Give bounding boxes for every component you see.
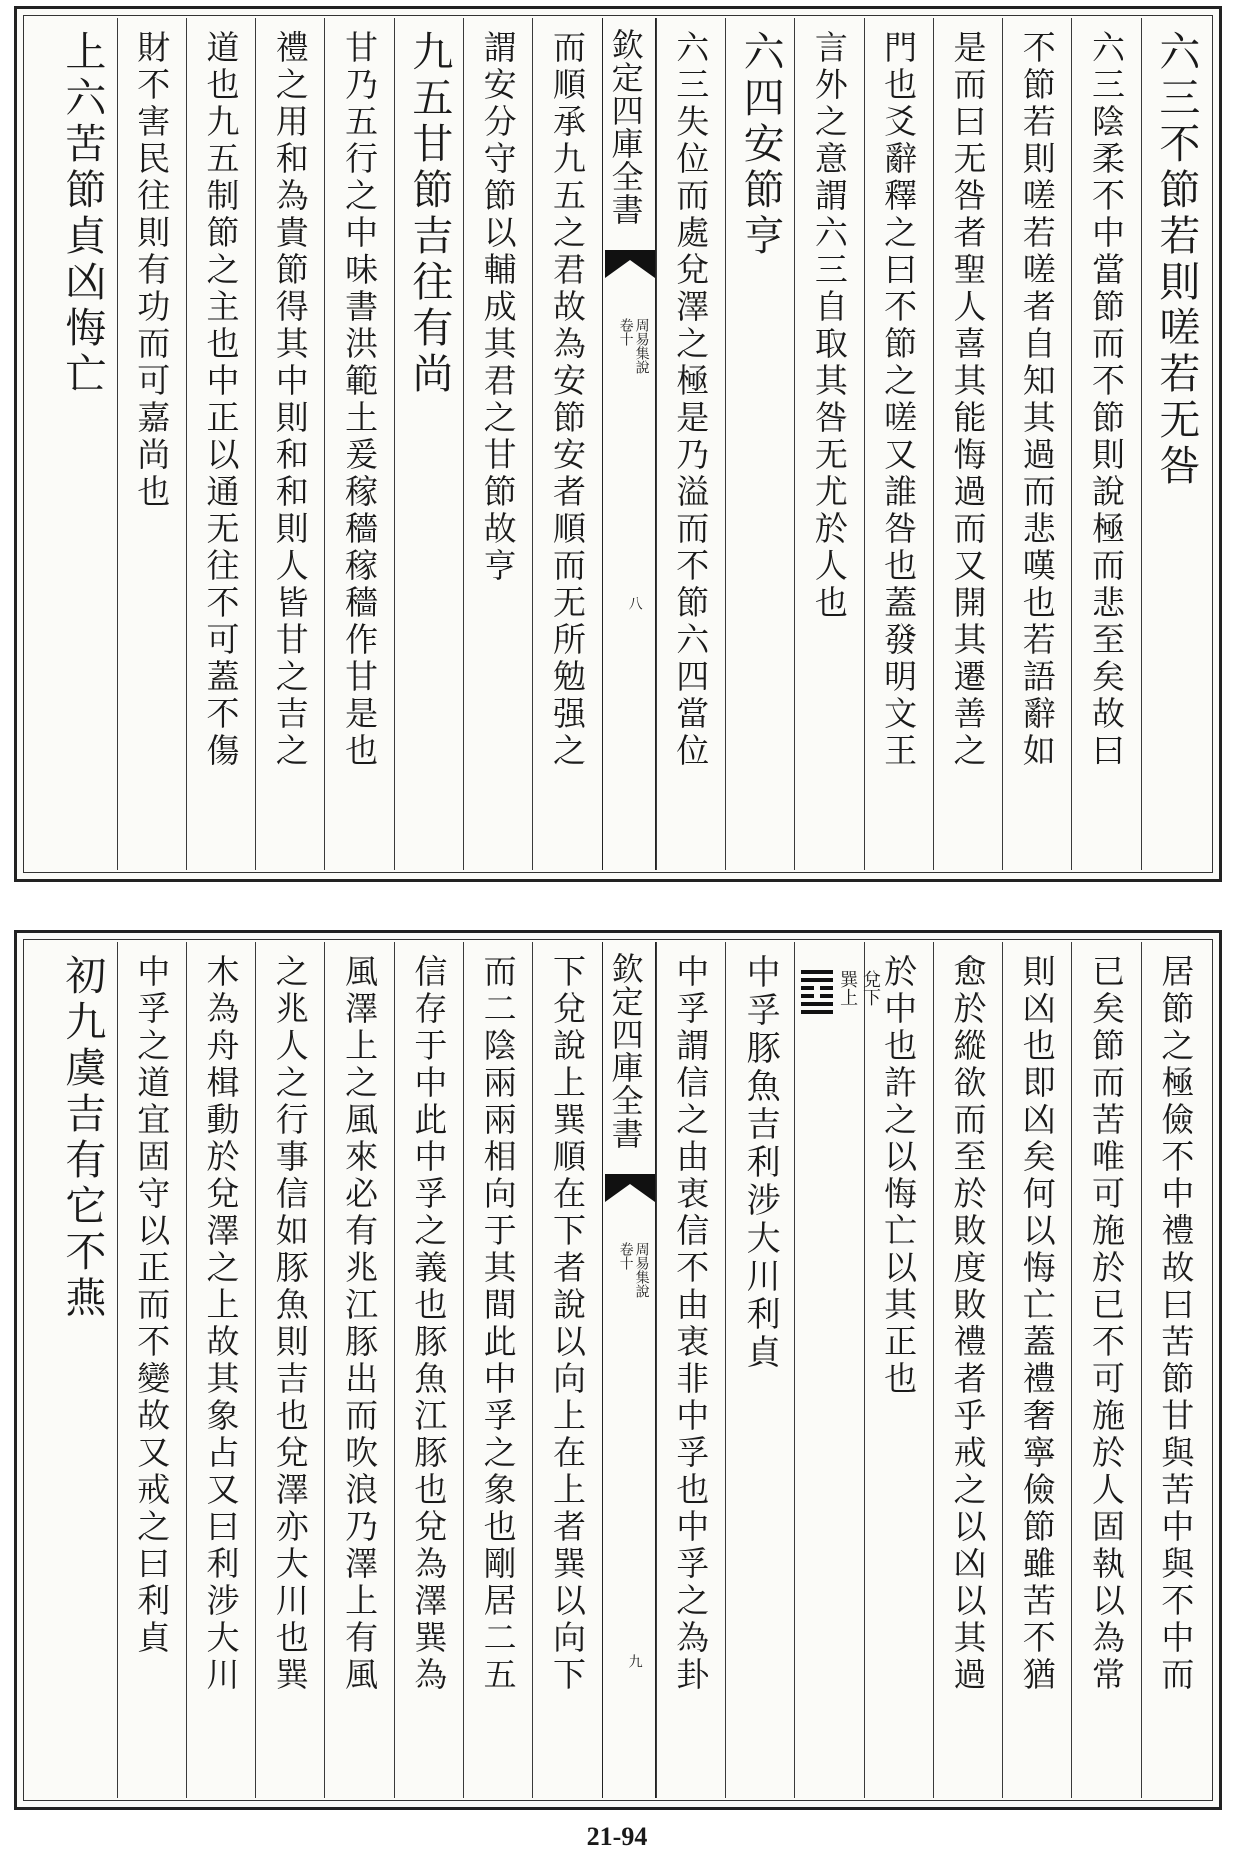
text-column <box>1002 18 1071 870</box>
column-text: 初九虞吉有它不燕 <box>58 954 107 1322</box>
fishtail-mark-icon <box>605 250 655 278</box>
spine-book-title <box>609 318 649 374</box>
text-column <box>864 942 933 1798</box>
spine-book-name: 周易集說 <box>633 1242 650 1298</box>
column-text: 道也九五制節之主也中正以通无往不可蓋不傷 <box>201 30 241 770</box>
column-text: 上六苦節貞凶悔亡 <box>58 30 107 398</box>
text-column <box>324 942 393 1798</box>
page-number: 21-94 <box>586 1822 648 1851</box>
column-text: 之兆人之行事信如豚魚則吉也兌澤亦大川也巽 <box>270 954 310 1694</box>
text-column <box>186 18 255 870</box>
column-text: 六三不節若則嗟若无咎 <box>1152 30 1201 490</box>
text-column <box>1141 942 1210 1798</box>
text-column <box>656 18 725 870</box>
text-column <box>933 942 1002 1798</box>
text-column <box>532 942 601 1798</box>
text-column <box>117 18 186 870</box>
spine-book-name: 周易集說 <box>633 318 650 374</box>
column-text: 是而曰无咎者聖人喜其能悔過而又開其遷善之 <box>948 30 988 770</box>
spine-title: 欽定四庫全書 <box>606 28 645 226</box>
column-text: 信存于中此中孚之義也豚魚江豚也兌為澤巽為 <box>409 954 449 1694</box>
column-text: 中孚之道宜固守以正而不變故又戒之曰利貞 <box>132 954 172 1657</box>
upper-trigram-name: 巽 <box>837 970 859 988</box>
column-text: 六三失位而處兌澤之極是乃溢而不節六四當位 <box>671 30 711 770</box>
upper-page-columns <box>26 18 1210 870</box>
lower-page-columns <box>26 942 1210 1798</box>
text-column <box>1002 942 1071 1798</box>
column-text: 下兌說上巽順在下者說以向上在上者巽以向下 <box>547 954 587 1694</box>
column-text: 門也爻辭釋之曰不節之嗟又誰咎也蓋發明文王 <box>879 30 919 770</box>
text-column <box>47 18 116 870</box>
text-column <box>1071 942 1140 1798</box>
text-column <box>725 18 794 870</box>
upper-trigram <box>837 970 859 1006</box>
spine-title: 欽定四庫全書 <box>606 952 645 1150</box>
column-text: 六三陰柔不中當節而不節則說極而悲至矣故曰 <box>1087 30 1127 770</box>
column-text: 不節若則嗟若嗟者自知其過而悲嘆也若語辭如 <box>1017 30 1057 770</box>
fishtail-mark-icon <box>605 1174 655 1202</box>
text-column <box>725 942 794 1798</box>
text-column <box>656 942 725 1798</box>
text-column <box>186 942 255 1798</box>
column-text: 中孚謂信之由衷信不由衷非中孚也中孚之為卦 <box>671 954 711 1694</box>
column-text: 中孚豚魚吉利涉大川利貞 <box>740 954 781 1372</box>
upper-trigram-position: 上 <box>837 988 859 1006</box>
spine-leaf-number: 九 <box>626 1654 643 1668</box>
text-column <box>1141 18 1210 870</box>
spine-volume: 卷十 <box>617 1242 634 1270</box>
center-spine <box>602 942 656 1798</box>
text-column <box>255 942 324 1798</box>
spine-book-title <box>609 1242 649 1298</box>
lower-trigram-name: 兌 <box>860 970 881 988</box>
text-column <box>394 18 463 870</box>
text-column <box>794 18 863 870</box>
spine-leaf-number: 八 <box>626 596 643 610</box>
column-text: 愈於縱欲而至於敗度敗禮者乎戒之以凶以其過 <box>948 954 988 1694</box>
trigram-labels <box>837 970 879 1006</box>
column-text: 則凶也即凶矣何以悔亡蓋禮奢寧儉節雖苦不猶 <box>1017 954 1057 1694</box>
column-text: 於中也許之以悔亡以其正也 <box>879 954 919 1398</box>
center-spine <box>602 18 656 870</box>
text-column <box>933 18 1002 870</box>
column-text: 禮之用和為貴節得其中則和和則人皆甘之吉之 <box>270 30 310 770</box>
text-column <box>255 18 324 870</box>
text-column <box>324 18 393 870</box>
hexagram-column <box>794 942 881 1798</box>
text-column <box>47 942 116 1798</box>
column-text: 居節之極儉不中禮故曰苦節甘與苦中與不中而 <box>1156 954 1196 1694</box>
column-text: 已矣節而苦唯可施於已不可施於人固執以為常 <box>1087 954 1127 1694</box>
column-text: 而二陰兩兩相向于其間此中孚之象也剛居二五 <box>478 954 518 1694</box>
lower-trigram-position: 下 <box>860 988 881 1006</box>
text-column <box>394 942 463 1798</box>
column-text: 六四安節亨 <box>736 30 785 260</box>
column-text: 木為舟楫動於兌澤之上故其象占又曰利涉大川 <box>201 954 241 1694</box>
lower-page <box>14 930 1222 1810</box>
column-text: 而順承九五之君故為安節安者順而无所勉强之 <box>547 30 587 770</box>
column-text: 財不害民往則有功而可嘉尚也 <box>132 30 172 511</box>
text-column <box>463 942 532 1798</box>
text-column <box>463 18 532 870</box>
upper-page <box>14 6 1222 882</box>
lower-trigram <box>860 970 879 1006</box>
text-column <box>1071 18 1140 870</box>
text-column <box>532 18 601 870</box>
column-text: 謂安分守節以輔成其君之甘節故亨 <box>478 30 518 585</box>
text-column <box>117 942 186 1798</box>
hexagram-zhongfu-icon <box>801 970 833 1014</box>
column-text: 九五甘節吉往有尚 <box>405 30 454 398</box>
column-text: 風澤上之風來必有兆江豚出而吹浪乃澤上有風 <box>340 954 380 1694</box>
text-column <box>864 18 933 870</box>
column-text: 言外之意謂六三自取其咎无尤於人也 <box>809 30 849 622</box>
column-text: 甘乃五行之中味書洪範土爰稼穡稼穡作甘是也 <box>340 30 380 770</box>
spine-volume: 卷十 <box>617 318 634 346</box>
